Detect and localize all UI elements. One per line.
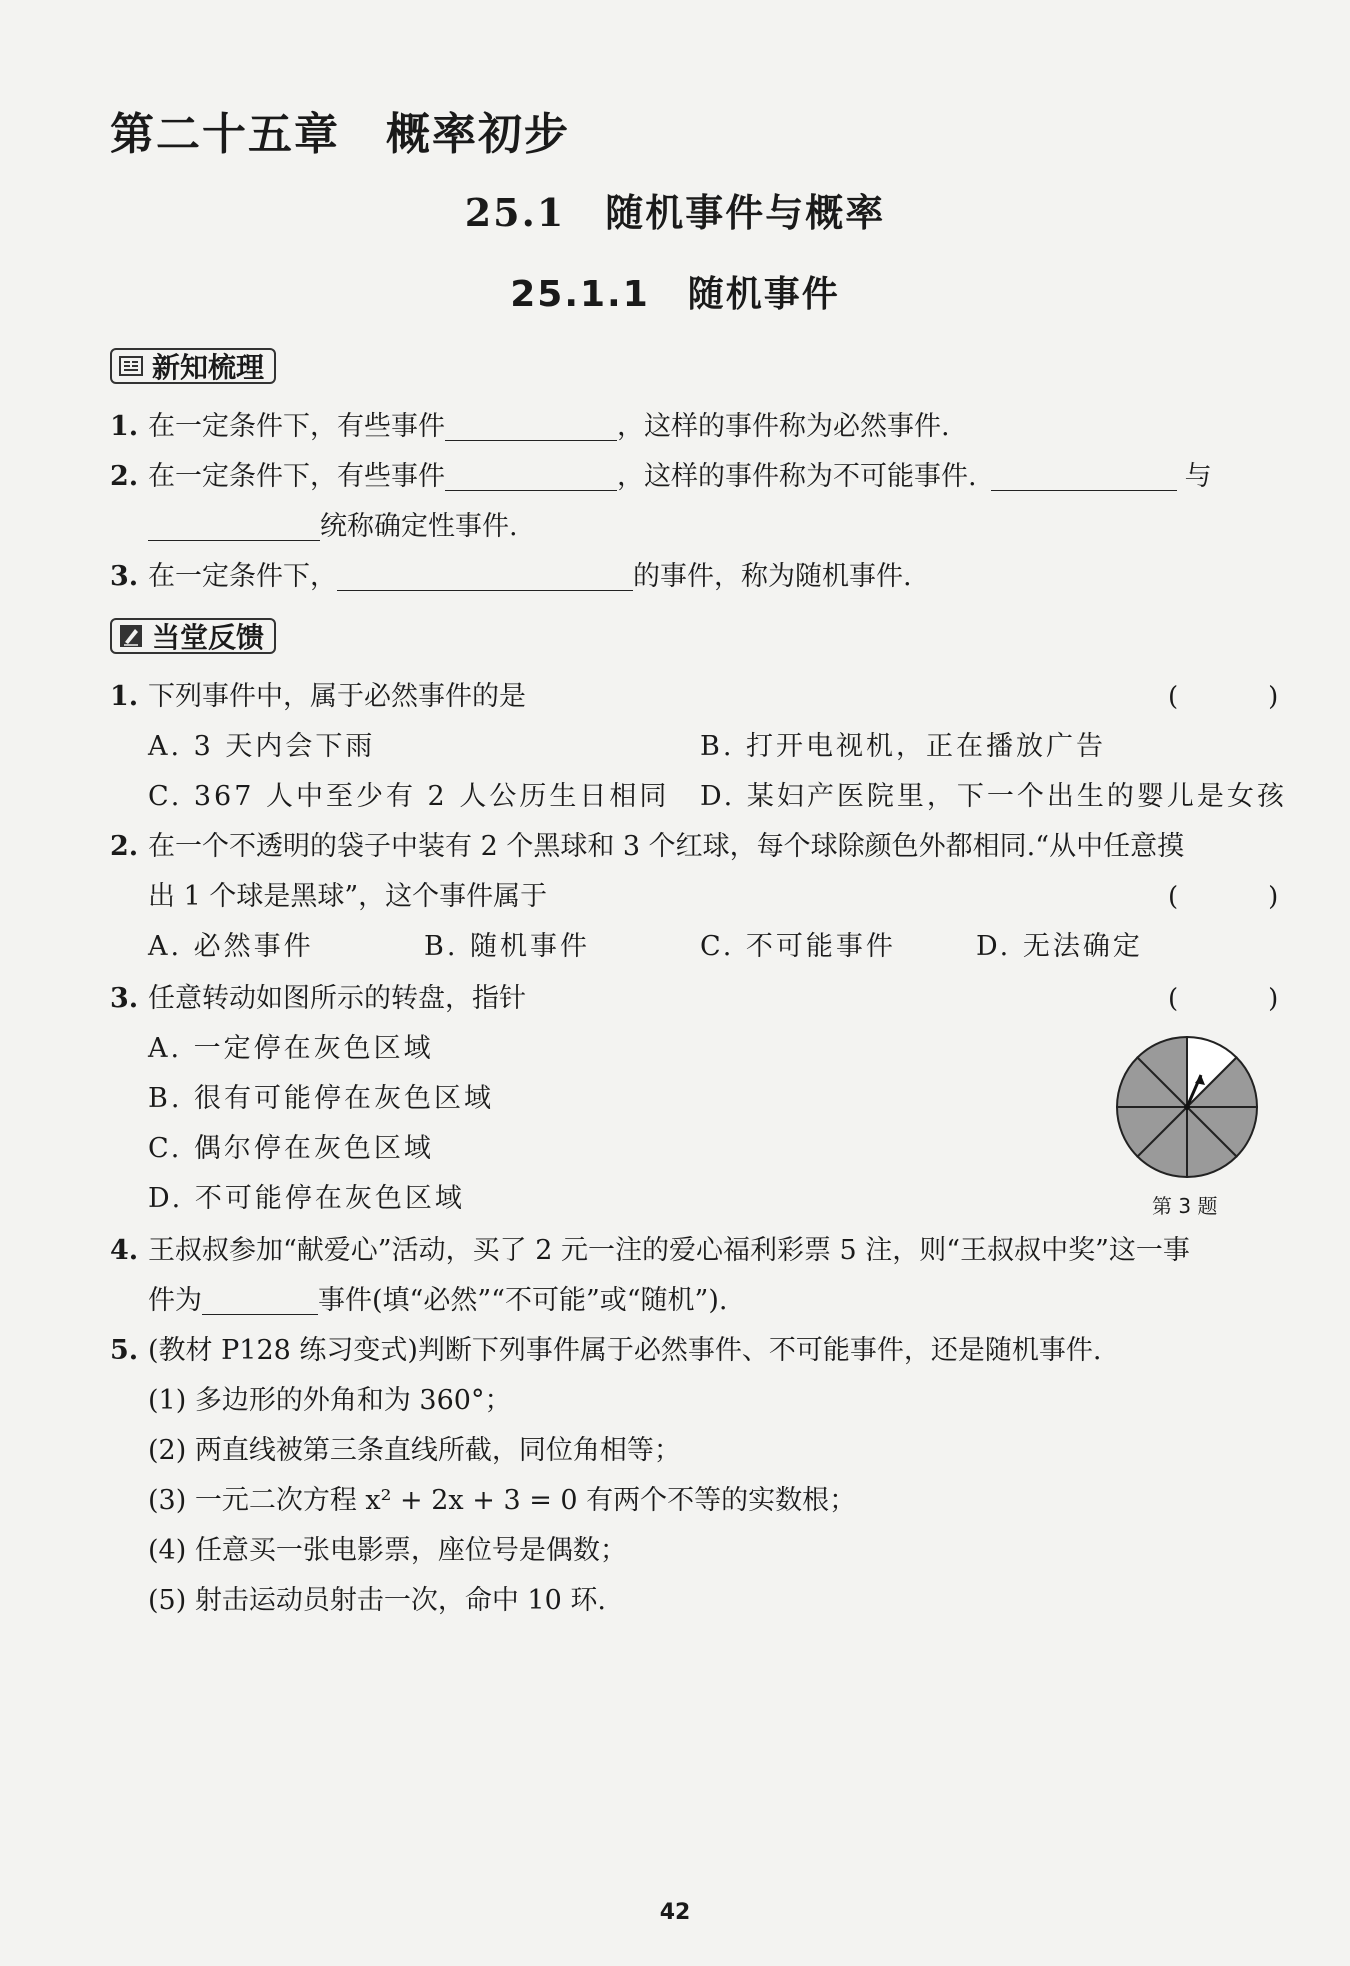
question-text: 在一个不透明的袋子中装有 2 个黑球和 3 个红球，每个球除颜色外都相同.“从中任意摸 (148, 831, 1185, 862)
option-d[interactable]: D. 不可能停在灰色区域 (148, 1183, 465, 1214)
option-b[interactable]: B. 随机事件 (424, 931, 591, 962)
xinzhi-q3 (110, 552, 912, 602)
xinzhi-header-label: 新知梳理 (152, 351, 265, 384)
answer-blank[interactable] (991, 460, 1177, 491)
question-text: 事件(填“必然”“不可能”或“随机”). (318, 1285, 728, 1316)
question-text: 与 (1184, 461, 1212, 492)
section-title: 25.1 随机事件与概率 (464, 190, 886, 235)
subsection-title: 25.1.1 随机事件 (510, 274, 840, 315)
fankui-q3-stem (110, 974, 526, 1024)
question-text: 王叔叔参加“献爱心”活动，买了 2 元一注的爱心福利彩票 5 注，则“王叔叔中奖”这一事 (148, 1235, 1190, 1266)
q5-item: (3) 一元二次方程 x² + 2x + 3 = 0 有两个不等的实数根； (148, 1485, 857, 1516)
xinzhi-q2 (110, 452, 1212, 502)
page-number: 42 (659, 1900, 691, 1925)
question-text: 件为 (148, 1285, 202, 1316)
option-c[interactable]: C. 不可能事件 (700, 931, 896, 962)
question-number: 5. (110, 1335, 139, 1366)
q5-item: (4) 任意买一张电影票，座位号是偶数； (148, 1535, 627, 1566)
question-number: 2. (110, 831, 139, 862)
question-number: 1. (110, 411, 139, 442)
q5-item: (1) 多边形的外角和为 360°； (148, 1385, 512, 1416)
answer-paren[interactable]: ( ) (1168, 984, 1311, 1014)
option-a[interactable]: A. 一定停在灰色区域 (148, 1033, 434, 1064)
fankui-q4 (110, 1226, 1190, 1276)
option-c[interactable]: C. 偶尔停在灰色区域 (148, 1133, 434, 1164)
question-text: ，这样的事件称为不可能事件. (617, 461, 977, 492)
fankui-header-label: 当堂反馈 (152, 621, 265, 654)
question-number: 1. (110, 681, 139, 712)
question-number: 2. (110, 461, 139, 492)
answer-blank[interactable] (337, 560, 633, 591)
xinzhi-header (110, 348, 276, 384)
fankui-q4-cont (148, 1276, 727, 1326)
answer-paren[interactable]: ( ) (1168, 882, 1311, 912)
question-text: 在一定条件下，有些事件 (148, 461, 445, 492)
q5-item: (2) 两直线被第三条直线所截，同位角相等； (148, 1435, 681, 1466)
answer-blank[interactable] (445, 410, 617, 441)
answer-blank[interactable] (148, 510, 320, 541)
spinner-figure (1112, 1032, 1262, 1182)
question-text: 在一定条件下，有些事件 (148, 411, 445, 442)
figure-caption: 第 3 题 (1152, 1194, 1218, 1218)
answer-paren[interactable]: ( ) (1168, 682, 1311, 712)
question-text: (教材 P128 练习变式)判断下列事件属于必然事件、不可能事件，还是随机事件. (148, 1335, 1102, 1366)
question-number: 3. (110, 561, 139, 592)
answer-blank[interactable] (202, 1284, 318, 1315)
option-a[interactable]: A. 必然事件 (148, 931, 314, 962)
xinzhi-q2-cont (148, 502, 518, 552)
question-text: 的事件，称为随机事件. (633, 561, 912, 592)
option-d[interactable]: D. 某妇产医院里，下一个出生的婴儿是女孩 (700, 781, 1287, 812)
question-text: 统称确定性事件. (320, 511, 518, 542)
option-b[interactable]: B. 很有可能停在灰色区域 (148, 1083, 495, 1114)
book-icon (118, 353, 144, 379)
chapter-title: 第二十五章 概率初步 (110, 109, 570, 160)
pencil-note-icon (118, 623, 144, 649)
fankui-header (110, 618, 276, 654)
fankui-q2-stem (110, 822, 1184, 872)
question-text: 任意转动如图所示的转盘，指针 (148, 983, 526, 1014)
question-text: 下列事件中，属于必然事件的是 (148, 681, 526, 712)
fankui-q5 (110, 1326, 1102, 1376)
q5-item: (5) 射击运动员射击一次，命中 10 环. (148, 1585, 606, 1616)
fankui-q2-stem-cont: 出 1 个球是黑球”，这个事件属于 (148, 881, 548, 912)
question-text: 在一定条件下， (148, 561, 337, 592)
xinzhi-q1 (110, 402, 950, 452)
question-number: 4. (110, 1235, 139, 1266)
option-a[interactable]: A. 3 天内会下雨 (148, 731, 376, 762)
question-number: 3. (110, 983, 139, 1014)
question-text: ，这样的事件称为必然事件. (617, 411, 950, 442)
option-b[interactable]: B. 打开电视机，正在播放广告 (700, 731, 1107, 762)
fankui-q1-stem (110, 672, 526, 722)
option-c[interactable]: C. 367 人中至少有 2 人公历生日相同 (148, 781, 670, 812)
answer-blank[interactable] (445, 460, 617, 491)
option-d[interactable]: D. 无法确定 (976, 931, 1143, 962)
